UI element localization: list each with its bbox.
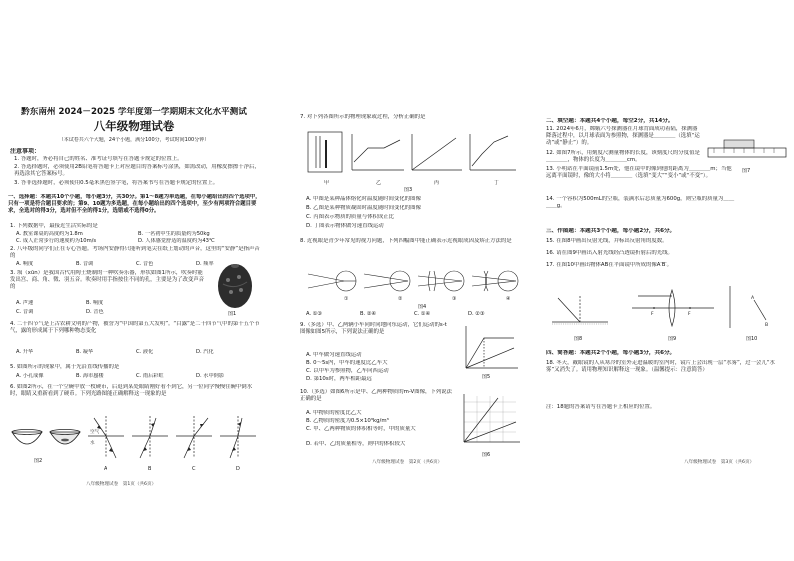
question-8: 8. 近视眼是青少年常见的视力问题，下列四幅图中能正确表示近视眼成因及矫正方法的是 — [300, 238, 512, 244]
exam-header: 黔东南州 2024－2025 学年度第一学期期末文化水平测试 — [21, 107, 247, 117]
fig7-ruler — [704, 132, 788, 166]
page2-footer: 八年级物理试卷 第2页（共6页） — [372, 460, 443, 465]
exam-page-3 — [534, 0, 794, 561]
question-9: 9.（多选）甲、乙两辆小车同时同地向东运动，它们运动的s-t图像如图5所示，下列说法正确的是 — [300, 322, 447, 335]
question-18: 18. 冬天，戴眼镜的人从寒冷的室外走进温暖的室内时，镜片上会出现一层“水雾”，过一会儿“水雾”又消失了。请用物理知识解释这一现象。（温馨提示：注意简答） — [546, 360, 775, 373]
q10-option-a: A. 甲物质的密度比乙大 — [306, 410, 362, 416]
q7-option-b: B. 乙图是某种物质凝固时温度随时间变化的图像 — [306, 205, 421, 211]
fig3-label-d: 丁 — [494, 180, 500, 186]
q1-option-b: B. 一名初中生的质量约为50kg — [138, 231, 210, 237]
question-10: 10.（多选）如图6所示是甲、乙两种物质的m-V图像，下列说法正确的是 — [300, 389, 452, 402]
svg-text:A: A — [751, 296, 755, 301]
fig4-caption: 图4 — [418, 304, 427, 310]
q5-option-b: B. 海市蜃楼 — [76, 373, 104, 379]
note-2: 2. 答选择题时，必须使用2B铅笔将答题卡上对应题目的答案标号涂黑，如需改动，用橡皮擦擦干净后，再选涂其它答案标号。 — [14, 164, 260, 177]
exam-title: 八年级物理试卷 — [93, 120, 175, 133]
page3-footer: 八年级物理试卷 第3页（共6页） — [684, 460, 755, 465]
svg-text:B: B — [765, 323, 769, 328]
exam-info: （本试卷共六个大题，24个小题，满分100分，考试时间100分钟） — [58, 137, 210, 143]
fig1-caption: 图1 — [228, 311, 237, 317]
q4-option-c: C. 液化 — [136, 349, 154, 355]
fig4-eye-diagrams — [306, 268, 528, 294]
question-15: 15. 在图8中画出反射光线，并标出反射角的度数。 — [546, 238, 668, 244]
q1-option-d: D. 人体感觉舒适的温度约为43℃ — [138, 238, 215, 244]
section3-heading: 三、作图题：本题共3个小题，每小题2分，共6分。 — [546, 228, 676, 234]
q8-option-d: D. ②③ — [468, 311, 485, 317]
question-7: 7. 对下列各图所示的物理现象或过程，分析正确的是 — [300, 114, 426, 120]
q8-option-b: B. ②④ — [360, 311, 377, 317]
fig3-label-c: 丙 — [434, 180, 440, 186]
q10-option-b: B. 乙物质的密度为0.5×10³kg/m³ — [306, 418, 389, 424]
q4-option-d: D. 汽化 — [196, 349, 214, 355]
q1-option-c: C. 成人正常步行的速度约为10m/s — [16, 238, 97, 244]
q2-option-a: A. 响度 — [16, 261, 34, 267]
q10-option-c: C. 甲、乙两种物质的体积相等时，甲的质量大 — [306, 426, 416, 432]
question-4: 4. 二十四节气是上古农耕文明的产物，被誉为“中国的第五大发明”。“白露”是二十四节气中的第十五个节气，露的形成属于下列哪种物态变化 — [10, 321, 260, 334]
question-3: 3. 埙（xūn）是我国古代用陶土烧制的一种吹奏乐器，形状如图1所示，吹奏时能发出宫、商、角、徵、羽五音。吹奏时用手指按住不同的孔，主要是为了改变声音的 — [10, 270, 205, 290]
question-17: 17. 在图10中画出物体AB在平面镜中所成的像A′B′。 — [546, 262, 673, 268]
note-3: 3. 答非选择题时，必须使用0.5毫米黑色签字笔，将答案书写在答题卡规定的位置上。 — [14, 180, 219, 186]
fig1-xun-image — [213, 260, 257, 312]
q6-choice-b: B — [148, 466, 152, 472]
fig10-caption: 图10 — [746, 336, 758, 342]
fig3-caption: 图3 — [404, 187, 413, 193]
fig8-caption: 图8 — [574, 336, 583, 342]
q6-choice-c: C — [192, 466, 196, 472]
exam-page-2 — [268, 0, 530, 561]
q9-option-b: B. 0～5s内，甲车的速度比乙车大 — [306, 360, 388, 366]
q5-option-a: A. 小孔成像 — [16, 373, 44, 379]
q2-option-c: C. 音色 — [136, 261, 154, 267]
q8-option-a: A. ①③ — [306, 311, 323, 317]
note-1: 1. 答题时，务必将自己的姓名、准考证号填写在答题卡规定的位置上。 — [14, 156, 183, 162]
svg-text:F: F — [651, 312, 654, 317]
fig9-caption: 图9 — [668, 336, 677, 342]
fig4-label-4: ④ — [506, 296, 511, 302]
fig4-label-1: ① — [344, 296, 349, 302]
svg-text:空气: 空气 — [90, 430, 100, 435]
q6-ray-diagrams — [86, 414, 262, 464]
q1-option-a: A. 教室课桌的高度约为1.8m — [16, 231, 83, 237]
fig5-s-t-graph — [460, 324, 520, 372]
section4-heading: 四、简答题：本题共2个小题，每小题3分，共6分。 — [546, 350, 676, 356]
fig4-label-3: ③ — [452, 296, 457, 302]
q2-option-d: D. 频率 — [196, 261, 214, 267]
section1-heading: 一、选择题：本题共10个小题，每小题3分，共30分。第1～8题为单选题，在每小题给出的四个选项中，只有一项是符合题目要求的；第9、10题为多选题，在每小题给出的四个选项中，至少有两项符合题目要求，全选对的得3分，选对但不全的得1分，选错或不选得0分。 — [8, 194, 261, 214]
q7-option-c: C. 丙图表示物质的质量与体积成正比 — [306, 214, 395, 220]
fig2-caption: 图2 — [34, 458, 43, 464]
q7-option-a: A. 甲图是某种晶体熔化时温度随时间变化的图像 — [306, 196, 421, 202]
q3-option-a: A. 声速 — [16, 300, 34, 306]
fig6-caption: 图6 — [482, 452, 491, 458]
fig5-caption: 图5 — [482, 374, 491, 380]
question-11: 11. 2024年6月，嫦娥六号探测器在月球背面成功着陆，探测器降落过程中，以月球表面为参照物，探测器是＿＿＿＿（选填“运动”或“静止”）的。 — [546, 126, 700, 146]
question-2: 2. 八年级的同学们正在专心答题。考场内安静得只能听到笔尖在纸上划动的声音，这里的“安静”是指声音的 — [10, 246, 260, 259]
q10-option-d: D. 若甲、乙的质量相等，则甲的体积较大 — [306, 441, 406, 447]
fig3-label-a: 甲 — [324, 180, 330, 186]
q5-option-d: D. 水中倒影 — [196, 373, 225, 379]
notes-title: 注意事项： — [10, 148, 41, 155]
question-14: 14. 一个容积为500mL的空瓶，装满水后总质量为600g，则空瓶的质量为＿＿＿＿g。 — [546, 196, 735, 209]
fig7-caption: 图7 — [742, 168, 751, 174]
page1-footer: 八年级物理试卷 第1页（共6页） — [86, 482, 157, 487]
fig8-10-drawings — [548, 282, 784, 334]
question-1: 1. 下列数据中，最接近生活实际的是 — [10, 223, 98, 229]
q4-option-a: A. 升华 — [16, 349, 34, 355]
question-12: 12. 如图7所示，用刻度尺测量物体的长度，该刻度尺的分度值是＿＿＿＿，物体的长度为＿＿＿＿cm。 — [546, 150, 700, 163]
question-16: 16. 请在图9中画出入射光线经凸透镜折射后的光线。 — [546, 250, 673, 256]
exam-page-1 — [0, 0, 264, 561]
q9-option-d: D. 第10s时，两车相距最远 — [306, 376, 372, 382]
svg-text:F: F — [688, 312, 691, 317]
q2-option-b: B. 音调 — [76, 261, 94, 267]
q9-option-c: C. 以甲车为参照物，乙车向西运动 — [306, 368, 389, 374]
q3-option-d: D. 音色 — [86, 309, 104, 315]
q8-option-c: C. ①④ — [414, 311, 431, 317]
q7-option-d: D. 丁图表示物体做匀速直线运动 — [306, 223, 384, 229]
section2-heading: 二、填空题：本题共4个小题，每空2分，共14分。 — [546, 118, 674, 124]
fig2-bowls — [10, 426, 84, 456]
q6-choice-d: D — [236, 466, 240, 472]
q6-choice-a: A — [104, 466, 108, 472]
q3-option-c: C. 音调 — [16, 309, 34, 315]
fig6-m-v-graph — [458, 392, 522, 450]
answer-note: 注：18题的答案请写在答题卡上相应的位置。 — [546, 404, 656, 410]
question-5: 5. 如图所示的现象中，属于光沿直线传播的是 — [10, 364, 120, 370]
q9-option-a: A. 甲车做匀速直线运动 — [306, 352, 362, 358]
svg-text:水: 水 — [90, 441, 95, 446]
fig3-label-b: 乙 — [376, 180, 382, 186]
question-13: 13. 小明站在平面镜前1.5m处，他在镜中的像到他的距离为＿＿＿＿m；当他远离平面镜时，像的大小将＿＿＿＿（选填“变大”“变小”或“不变”）。 — [546, 166, 732, 179]
question-6: 6. 如图2所示，在一个空碗中放一枚硬币，后退到某处眼睛刚好看不到它，另一位同学慢慢往碗中倒水时，眼睛又重新看到了硬币。下列光路图能正确解释这一现象的是 — [10, 384, 253, 397]
q3-option-b: B. 响度 — [86, 300, 104, 306]
q4-option-b: B. 凝华 — [76, 349, 94, 355]
fig4-label-2: ② — [398, 296, 403, 302]
fig3-graphs — [306, 130, 518, 178]
q5-option-c: C. 雨后彩虹 — [136, 373, 164, 379]
